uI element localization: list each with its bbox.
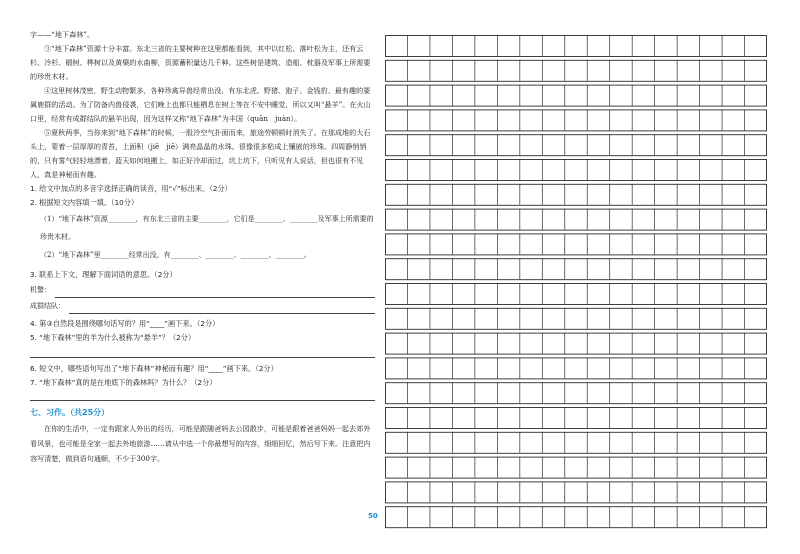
grid-row bbox=[386, 160, 767, 181]
grid-row bbox=[386, 36, 767, 57]
grid-row bbox=[386, 507, 767, 528]
grid-row bbox=[386, 482, 767, 503]
grid-row bbox=[386, 110, 767, 131]
answer-line-chengqunjiedui[interactable] bbox=[30, 298, 375, 314]
passage-paragraph-4: ④这里树林茂密，野生动物繁多，各种珍禽异兽经常出没，有东北虎、野猪、狍子、金钱豹、最有趣的要属鹿群的活动。为了防备内兽侵袭，它们晚上也都只能栖息在树上等在不安中睡觉，所以又叫“悬羊”。在火山口里，经常有成群结队的悬羊出现，因为这样又称“地下森林”为丰国（quān juàn）。 bbox=[30, 86, 371, 123]
term-chengqunjiedui: 成群结队： bbox=[30, 302, 65, 310]
question-1: 1. 给文中加点的多音字选择正确的读音，用“√”标出来。（2分） bbox=[30, 184, 232, 193]
answer-line[interactable] bbox=[30, 357, 375, 358]
grid-row bbox=[386, 383, 767, 404]
reading-column bbox=[30, 28, 375, 466]
question-3: 3. 联系上下文，理解下面词语的意思。（2分） bbox=[30, 270, 177, 279]
grid-row bbox=[386, 60, 767, 81]
writing-prompt: 在你的生活中，一定有跟家人外出的经历，可能是跟随爸妈去公园散步，可能是跟着爸爸妈妈一起去郊外看风景，也可能是全家一起去外地旅游……请从中选一个你最想写的内容，细细回忆，然后写下来。注意把内容写清楚，做到语句通顺，不少于300字。 bbox=[30, 424, 371, 463]
grid-row bbox=[386, 408, 767, 429]
term-jijing: 机警： bbox=[30, 286, 51, 294]
composition-grid[interactable] bbox=[385, 35, 767, 531]
grid-row bbox=[386, 284, 767, 305]
answer-blank[interactable] bbox=[69, 304, 375, 314]
composition-grid-lines bbox=[385, 35, 767, 531]
answer-line[interactable] bbox=[30, 400, 375, 401]
grid-row bbox=[386, 135, 767, 156]
grid-row bbox=[386, 85, 767, 106]
writing-section-header: 七、习作。（共25分） bbox=[30, 408, 110, 417]
grid-row bbox=[386, 333, 767, 354]
grid-row bbox=[386, 308, 767, 329]
grid-row bbox=[386, 457, 767, 478]
page-number: 50 bbox=[368, 512, 378, 520]
question-2-part-2[interactable]: （2）“地下森林”里________经常出没，有________、________、________、________。 bbox=[40, 251, 311, 259]
question-4: 4. 第③自然段是围绕哪句话写的？用“____”画下来。（2分） bbox=[30, 319, 220, 328]
grid-row bbox=[386, 358, 767, 379]
question-5: 5. “地下森林”里的羊为什么被称为“悬羊”？（2分） bbox=[30, 333, 196, 342]
passage-fragment: 字——“地下森林”。 bbox=[30, 30, 95, 39]
passage-paragraph-3: ③“地下森林”资源十分丰富。东北三省的主要树种在这里都能看到，其中以红松、落叶松为主，还有云杉、冷杉、椴树、桦树以及黄檗的水曲柳，资源蓄积量达几千种。这些树是建筑、造船、枕器及军事上所需要的珍贵木材。 bbox=[30, 44, 371, 81]
question-6: 6. 短文中，哪些语句写出了“地下森林”神秘而有趣？用“____”画下来。（2分） bbox=[30, 364, 278, 373]
grid-row bbox=[386, 432, 767, 453]
grid-row bbox=[386, 234, 767, 255]
grid-row bbox=[386, 209, 767, 230]
answer-line-jijing[interactable] bbox=[30, 282, 375, 298]
question-2: 2. 根据短文内容填一填。（10分） bbox=[30, 198, 139, 207]
answer-blank[interactable] bbox=[55, 288, 375, 298]
question-2-part-1[interactable]: （1）“地下森林”资源________，有东北三省的主要________，它们是________、________及军事上所需要的珍贵木材。 bbox=[40, 215, 374, 241]
grid-row bbox=[386, 259, 767, 280]
passage-paragraph-5: ⑤夏秋两季，当你来到“地下森林”的时候，一股冷空气扑面而来，旅途劳顿顿时消失了。在那成堆的大石头上，蒙着一层厚厚的青苔，上面积（jiē jiē）满亮晶晶的水珠。很像很多粘成上镶嵌的珍珠。四周静悄悄的，只有雾气轻轻地漂着，蓝天如何地搬上，如正好冷却而过，坑上坑下，只听见有人说话，但也很有不见人，真是神秘而有趣。 bbox=[30, 128, 371, 179]
grid-row bbox=[386, 184, 767, 205]
question-7: 7. “地下森林”真的是在地底下的森林吗？为什么？（2分） bbox=[30, 378, 217, 387]
